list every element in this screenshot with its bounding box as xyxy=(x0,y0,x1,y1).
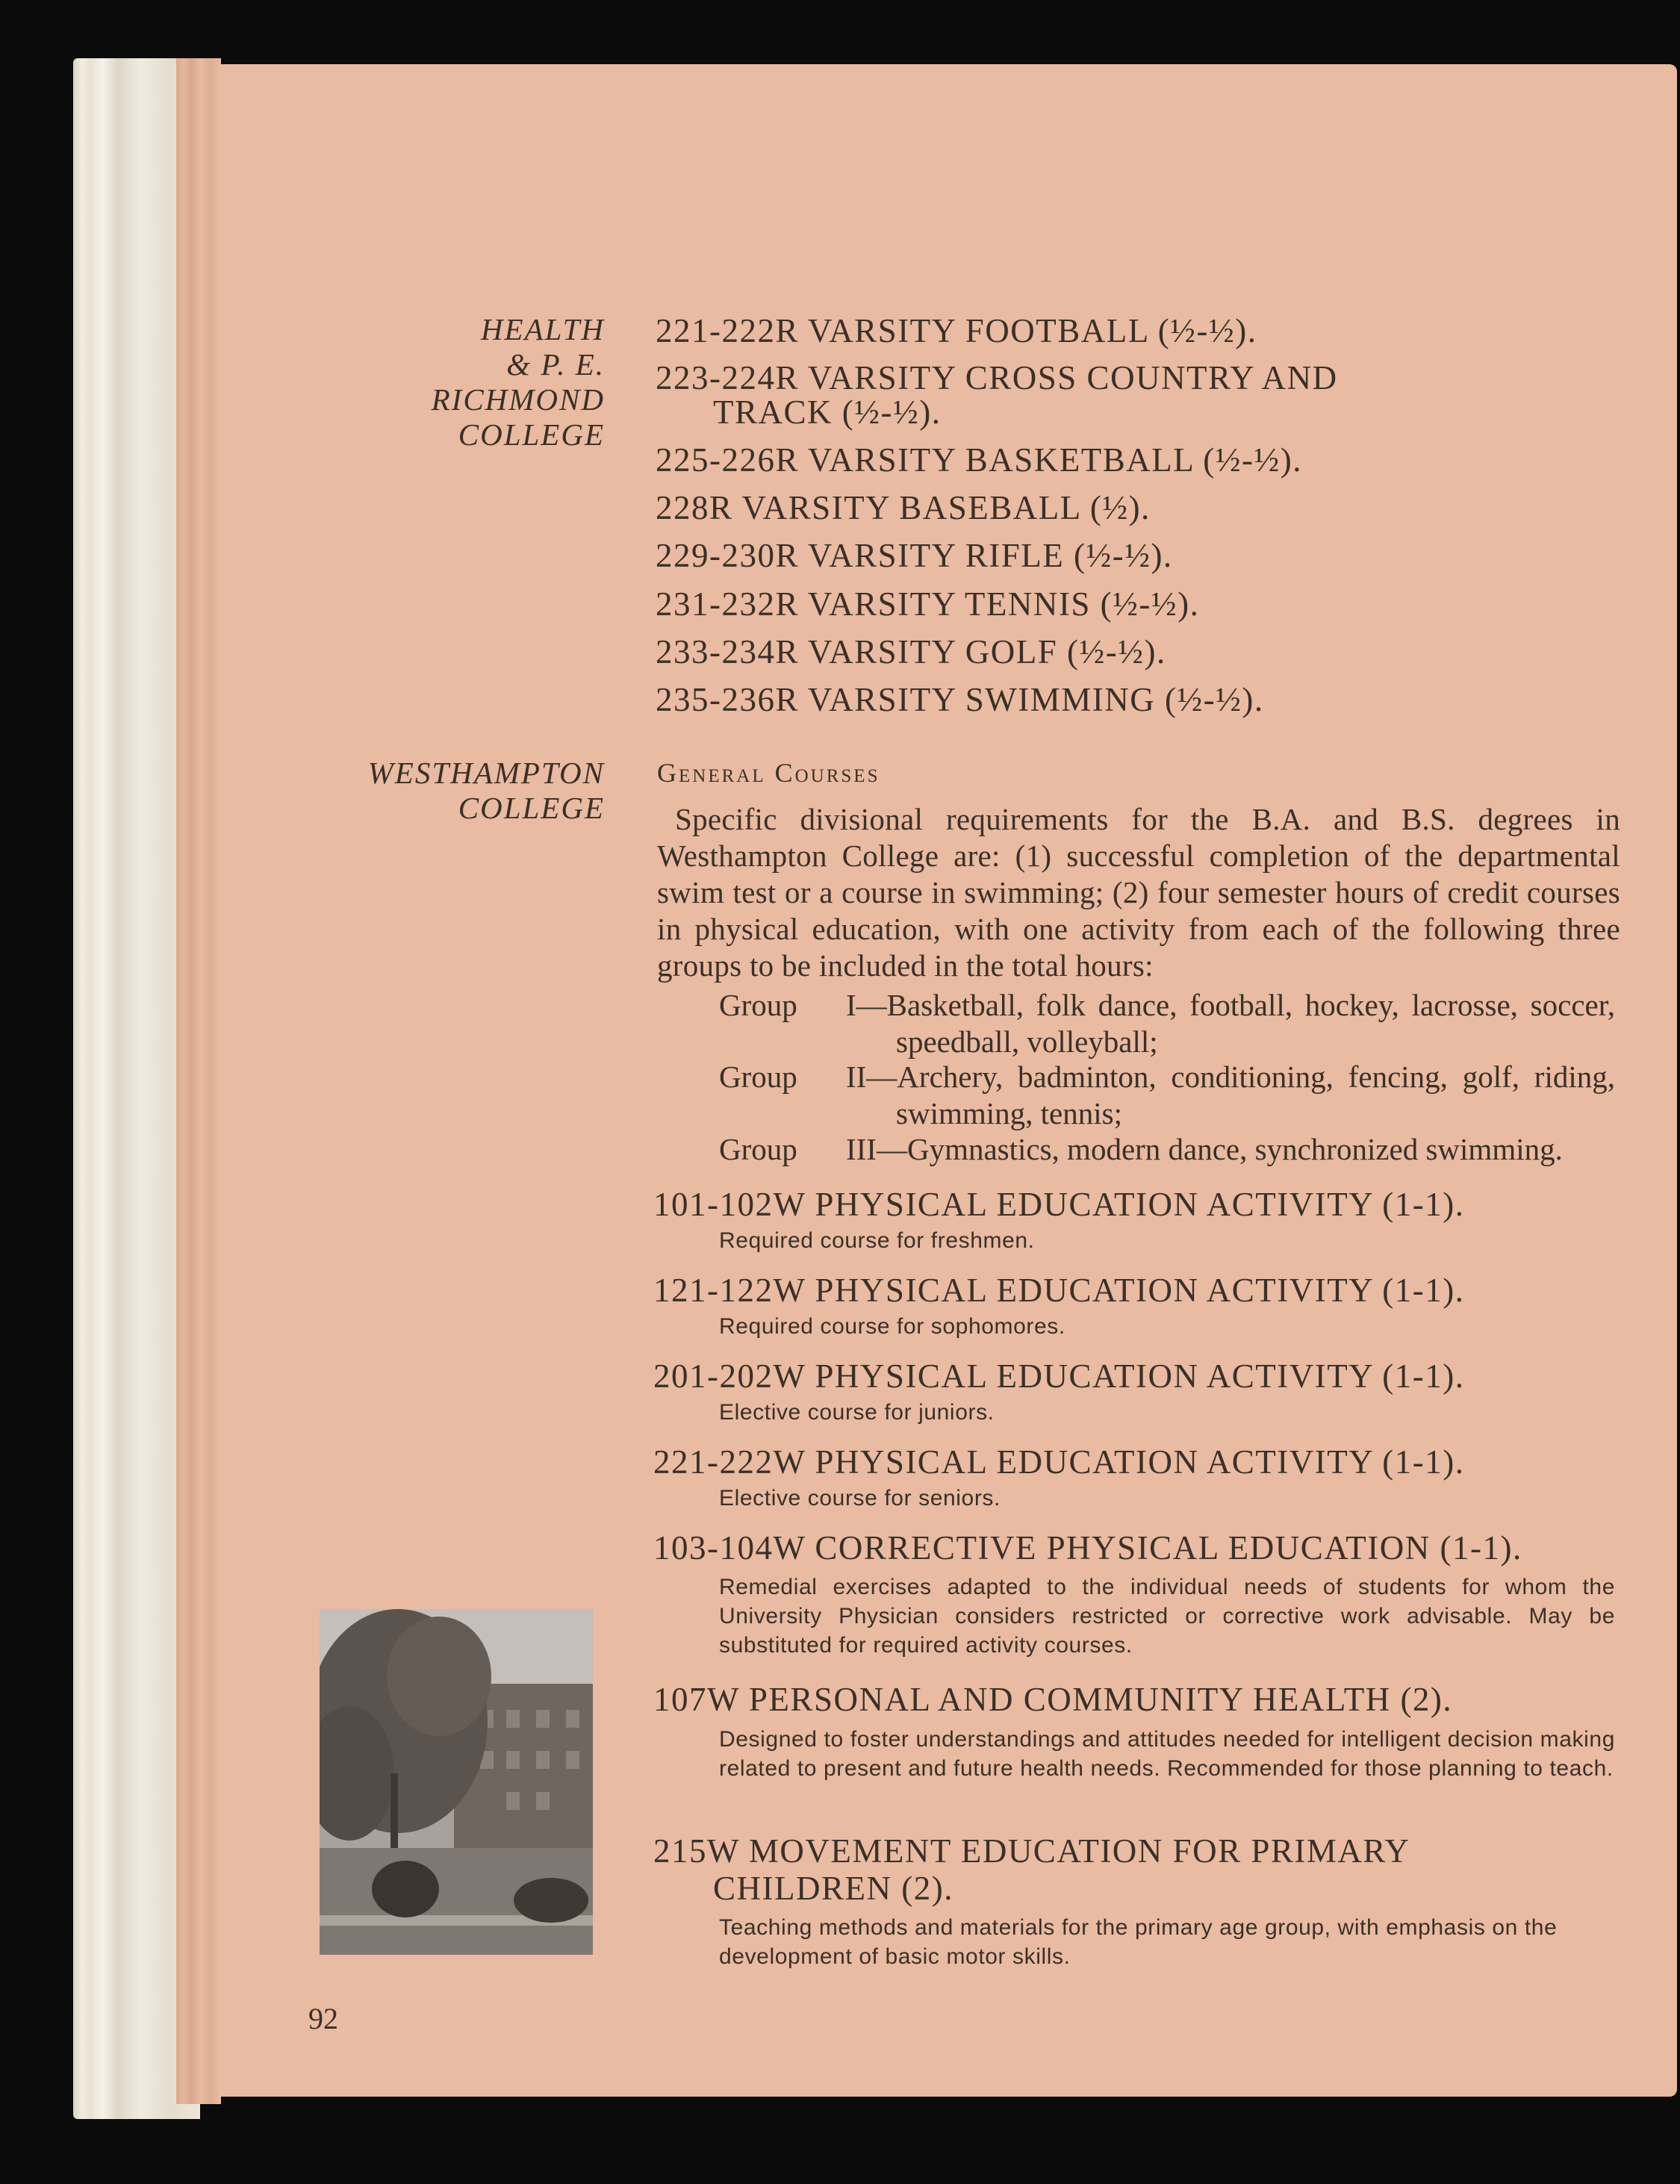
group-label: Group xyxy=(719,1132,797,1166)
course-description: Required course for freshmen. xyxy=(719,1228,1035,1253)
course-entry: 231-232R VARSITY TENNIS (½-½). xyxy=(656,585,1200,623)
course-description: Designed to foster understandings and attitudes needed for intelligent decision making related to present and future health needs. Recommended for those planning to teach. xyxy=(719,1727,1615,1781)
course-entry: 235-236R VARSITY SWIMMING (½-½). xyxy=(656,681,1264,718)
course-title: 107W PERSONAL AND COMMUNITY HEALTH (2). xyxy=(653,1681,1453,1718)
course-title: 121-122W PHYSICAL EDUCATION ACTIVITY (1-1). xyxy=(653,1272,1465,1309)
course-description: Elective course for seniors. xyxy=(719,1486,1001,1511)
group-text: II—Archery, badminton, conditioning, fencing, golf, riding, swimming, tennis; xyxy=(846,1060,1615,1130)
margin-line: RICHMOND xyxy=(431,382,605,417)
course-entry: 229-230R VARSITY RIFLE (½-½). xyxy=(656,537,1173,574)
section-heading: General Courses xyxy=(657,758,880,788)
course-entry: 228R VARSITY BASEBALL (½). xyxy=(656,489,1151,526)
course-title: 221-222W PHYSICAL EDUCATION ACTIVITY (1-1). xyxy=(653,1443,1465,1481)
margin-line: WESTHAMPTON xyxy=(367,756,605,790)
group-text: III—Gymnastics, modern dance, synchronized swimming. xyxy=(846,1132,1563,1166)
margin-heading-westhampton xyxy=(314,756,605,826)
course-entry-continuation: TRACK (½-½). xyxy=(713,393,942,431)
campus-photo xyxy=(320,1609,593,1955)
course-title: 101-102W PHYSICAL EDUCATION ACTIVITY (1-1). xyxy=(653,1186,1465,1223)
page-number: 92 xyxy=(308,2002,338,2035)
margin-line: COLLEGE xyxy=(458,791,605,825)
group-item xyxy=(719,987,1615,1062)
course-title: 215W MOVEMENT EDUCATION FOR PRIMARY xyxy=(653,1832,1410,1870)
group-label: Group xyxy=(719,1060,797,1094)
margin-line: HEALTH xyxy=(480,312,605,346)
margin-line: COLLEGE xyxy=(458,417,605,452)
course-title: 103-104W CORRECTIVE PHYSICAL EDUCATION (1-1). xyxy=(653,1529,1522,1567)
course-title: 201-202W PHYSICAL EDUCATION ACTIVITY (1-1). xyxy=(653,1357,1465,1395)
course-description: Required course for sophomores. xyxy=(719,1314,1065,1339)
course-entry: 221-222R VARSITY FOOTBALL (½-½). xyxy=(656,312,1257,349)
page-edges-colored xyxy=(176,58,221,2104)
group-text: I—Basketball, folk dance, football, hockey, lacrosse, soccer, speedball, volleyball; xyxy=(846,988,1615,1059)
course-entry: 223-224R VARSITY CROSS COUNTRY AND xyxy=(656,359,1338,396)
requirements-paragraph: Specific divisional requirements for the B.A. and B.S. degrees in Westhampton College are: (1) successful completion of the departmental swim test or a course in swimming; (2) four semester hours of credit courses in physical education, with one activity from each of the following three groups to be included in the total hours: xyxy=(657,802,1620,983)
course-description: Remedial exercises adapted to the individual needs of students for whom the University Physician considers restricted or corrective work advisable. May be substituted for required activity courses. xyxy=(719,1575,1615,1658)
course-description: Teaching methods and materials for the primary age group, with emphasis on the development of basic motor skills. xyxy=(719,1915,1558,1969)
margin-heading-richmond xyxy=(314,312,605,452)
course-title-continuation: CHILDREN (2). xyxy=(713,1870,953,1907)
course-description: Elective course for juniors. xyxy=(719,1400,995,1425)
course-entry: 233-234R VARSITY GOLF (½-½). xyxy=(656,633,1166,671)
group-item xyxy=(719,1131,1615,1170)
group-item xyxy=(719,1059,1615,1133)
group-label: Group xyxy=(719,988,797,1022)
margin-line: & P. E. xyxy=(506,347,605,382)
campus-photo-drawing xyxy=(320,1609,593,1955)
course-entry: 225-226R VARSITY BASKETBALL (½-½). xyxy=(656,441,1303,479)
